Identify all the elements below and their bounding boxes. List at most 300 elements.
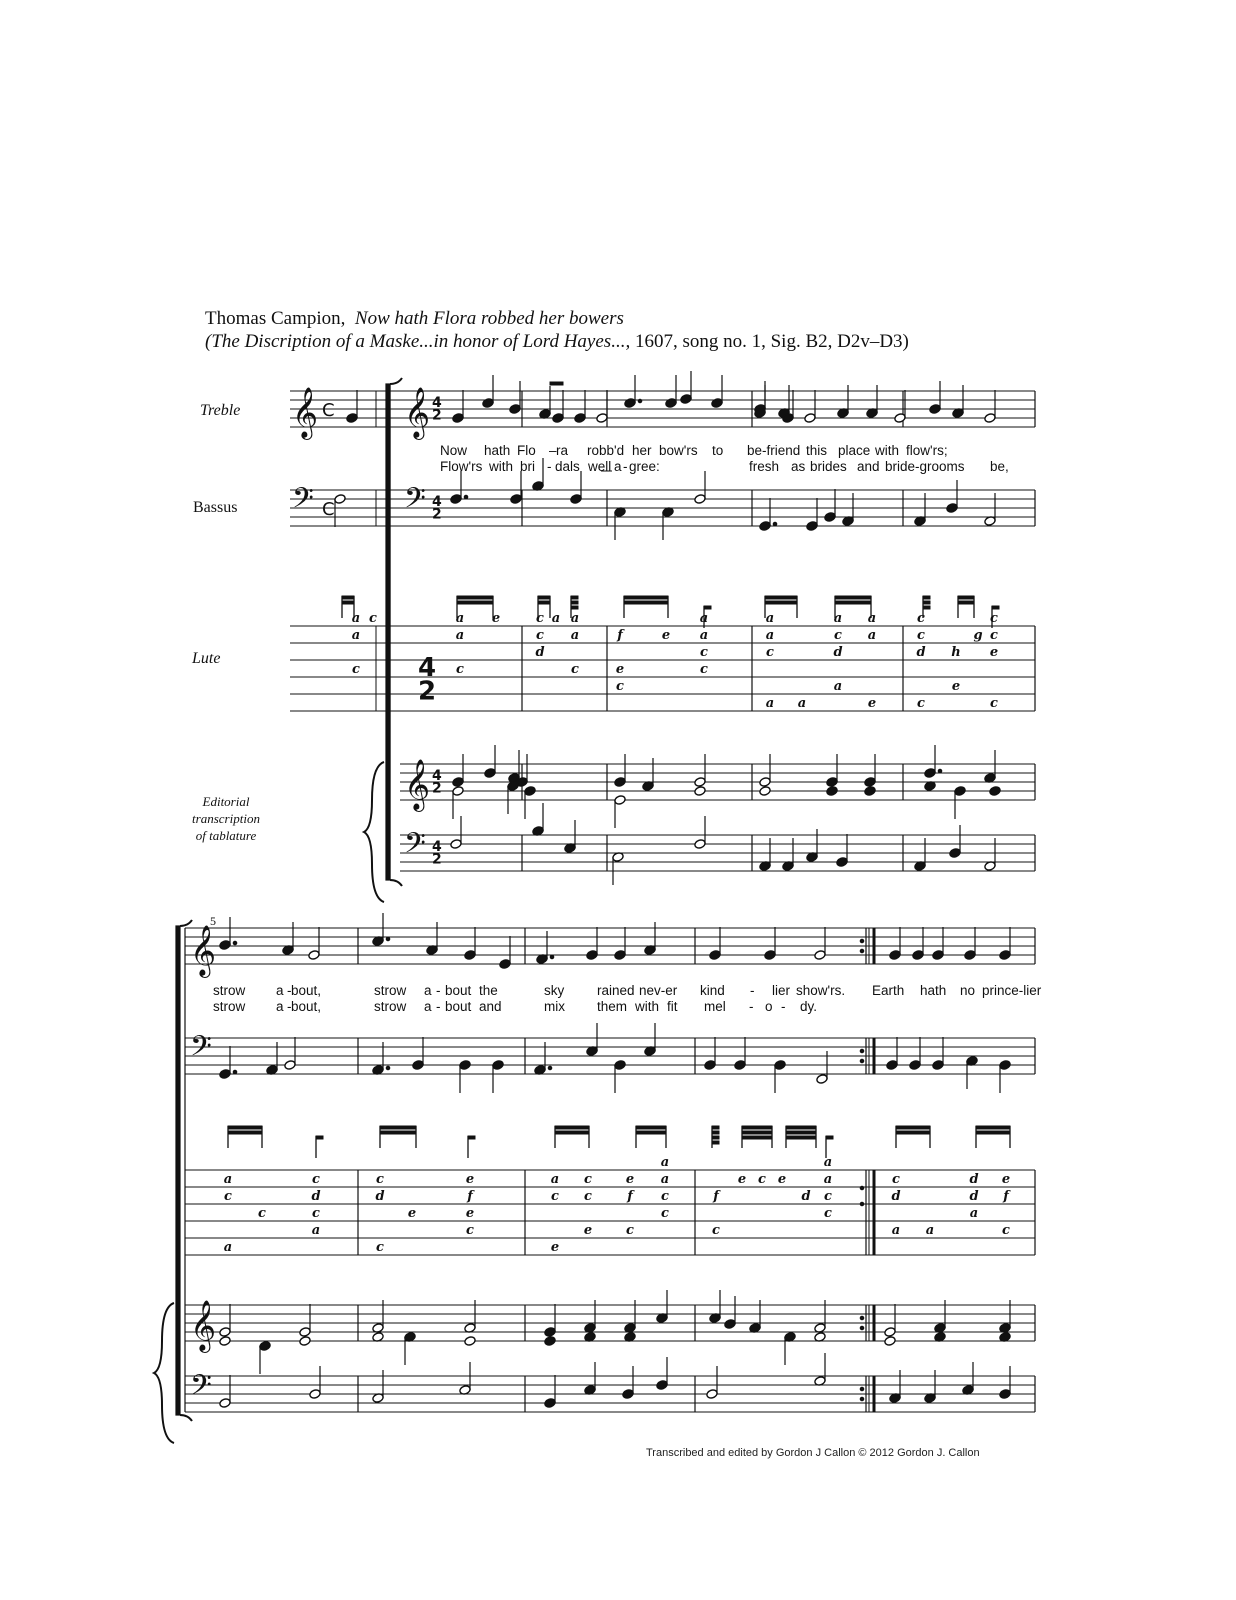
keyboard-treble-time-bottom: 2 <box>432 780 442 797</box>
bracket-hook <box>390 378 402 384</box>
common-time-icon: C <box>322 499 335 520</box>
tab-letter: a <box>797 696 807 711</box>
quarter-note <box>989 786 1001 797</box>
quarter-note <box>509 404 521 415</box>
lyric-verse2: as <box>791 459 806 474</box>
tab-letter: c <box>224 1189 232 1204</box>
bassus-time-signature-top: 4 <box>432 494 442 510</box>
lyric-verse2: bri <box>520 459 536 474</box>
tab-letter: d <box>969 1189 979 1204</box>
rhythm-beam <box>958 601 974 604</box>
rhythm-beam <box>538 601 550 604</box>
tab-letter: c <box>661 1206 669 1221</box>
rhythm-beam <box>976 1131 1010 1134</box>
lyric-verse2: well <box>588 459 612 474</box>
rhythm-beam <box>835 596 871 599</box>
keyboard-brace <box>364 762 384 902</box>
lyric-verse1: with <box>875 443 900 458</box>
quarter-note <box>656 1380 668 1391</box>
quarter-note <box>704 1060 716 1071</box>
rhythm-beam <box>923 601 930 604</box>
tab-letter: a <box>925 1223 935 1238</box>
note-dot <box>386 1066 390 1070</box>
tab-letter: c <box>536 611 544 626</box>
lyric-verse2: a <box>614 459 622 474</box>
repeat-dot <box>860 1059 864 1063</box>
quarter-note <box>999 1389 1011 1400</box>
lyric-verse2: a <box>276 999 284 1014</box>
rhythm-beam <box>457 596 493 599</box>
lyric-verse1: rained <box>597 983 635 998</box>
tab-letter: c <box>258 1206 266 1221</box>
lyric-verse2: bride-grooms <box>885 459 965 474</box>
tab-letter: c <box>466 1223 474 1238</box>
rhythm-beam <box>958 596 974 599</box>
editorial-label-line3: of tablature <box>195 828 257 843</box>
quarter-note <box>946 503 958 514</box>
rhythm-beam <box>765 601 797 604</box>
lyric-verse2: mix <box>544 999 565 1014</box>
lyric-verse2: fresh <box>749 459 780 474</box>
quarter-note <box>759 521 771 532</box>
tab-letter: a <box>833 679 843 694</box>
tab-letter: a <box>699 628 709 643</box>
lyric-verse2: and <box>857 459 880 474</box>
half-note <box>984 413 996 424</box>
half-note <box>814 950 826 961</box>
tab-letter: c <box>1002 1223 1010 1238</box>
quarter-note <box>346 413 358 424</box>
tab-letter: a <box>891 1223 901 1238</box>
tab-letter: f <box>713 1189 719 1204</box>
tab-letter: f <box>627 1189 633 1204</box>
note-dot <box>548 1066 552 1070</box>
tab-letter: e <box>777 1172 787 1187</box>
treble-label: Treble <box>200 402 241 419</box>
quarter-note <box>886 1060 898 1071</box>
quarter-note <box>614 1060 626 1071</box>
quarter-note <box>452 777 464 788</box>
rhythm-beam <box>992 606 999 609</box>
quarter-note <box>219 940 231 951</box>
rhythm-beam <box>896 1126 930 1129</box>
half-note <box>694 786 706 797</box>
lyric-verse2: - <box>436 999 441 1014</box>
half-note <box>299 1327 311 1338</box>
lyric-verse2: and <box>479 999 502 1014</box>
half-note <box>706 1389 718 1400</box>
tab-letter: d <box>916 645 926 660</box>
tab-letter: c <box>917 696 925 711</box>
lyric-verse2: dy. <box>800 999 818 1014</box>
eighth-beam <box>550 382 563 385</box>
quarter-note <box>499 959 511 970</box>
lyric-verse1: - <box>287 983 292 998</box>
lyric-verse1: show'rs. <box>796 983 846 998</box>
rhythm-beam <box>228 1131 262 1134</box>
lyric-verse2: Flow'rs <box>440 459 483 474</box>
rhythm-beam <box>342 601 354 604</box>
quarter-note <box>459 1060 471 1071</box>
half-note <box>884 1327 896 1338</box>
rhythm-beam <box>342 596 354 599</box>
lyric-verse2: - <box>547 459 552 474</box>
lyric-verse2: with <box>635 999 660 1014</box>
tab-letter: a <box>660 1155 670 1170</box>
repeat-dot <box>860 1202 864 1206</box>
half-note <box>219 1327 231 1338</box>
lyric-verse2: - <box>287 999 292 1014</box>
tab-letter: e <box>615 662 625 677</box>
bass-clef-icon: 𝄢 <box>190 1030 212 1070</box>
rhythm-beam <box>835 601 871 604</box>
lyric-verse2: o <box>765 999 773 1014</box>
tab-letter: a <box>570 628 580 643</box>
quarter-note <box>450 494 462 505</box>
quarter-note <box>806 521 818 532</box>
treble-clef-icon: 𝄞 <box>190 1300 217 1351</box>
tab-letter: a <box>969 1206 979 1221</box>
bracket-hook <box>390 880 402 886</box>
lyric-verse1: - <box>750 983 755 998</box>
lyric-verse2: brides <box>810 459 847 474</box>
half-note <box>759 786 771 797</box>
tab-letter: c <box>700 645 708 660</box>
tab-letter: a <box>550 1172 560 1187</box>
bass-clef-icon: 𝄢 <box>404 827 426 867</box>
composer-name: Thomas Campion, <box>205 308 346 329</box>
tab-letter: c <box>352 662 360 677</box>
rhythm-beam <box>228 1126 262 1129</box>
tab-letter: c <box>312 1206 320 1221</box>
quarter-note <box>492 1060 504 1071</box>
tab-letter: c <box>700 662 708 677</box>
lyric-verse1: bout <box>445 983 472 998</box>
tab-letter: e <box>951 679 961 694</box>
quarter-note <box>614 777 626 788</box>
quarter-note <box>826 777 838 788</box>
half-note <box>450 839 462 850</box>
rhythm-beam <box>786 1131 816 1134</box>
half-note <box>452 786 464 797</box>
lyric-verse2: mel <box>704 999 726 1014</box>
tab-letter: a <box>660 1172 670 1187</box>
note-dot <box>550 955 554 959</box>
rhythm-beam <box>316 1136 323 1139</box>
tab-letter: a <box>551 611 561 626</box>
lyric-verse1: place <box>838 443 871 458</box>
lyric-verse1: – <box>549 443 557 458</box>
tab-letter: a <box>765 696 775 711</box>
quarter-note <box>570 494 582 505</box>
repeat-dot <box>860 949 864 953</box>
half-note <box>816 1074 828 1085</box>
quarter-note <box>412 1060 424 1071</box>
bass-clef-icon: 𝄢 <box>190 1369 212 1409</box>
tab-letter: e <box>737 1172 747 1187</box>
quarter-note <box>864 777 876 788</box>
keyboard-brace <box>154 1303 174 1443</box>
quarter-note <box>929 404 941 415</box>
quarter-note <box>552 413 564 424</box>
tab-letter: a <box>823 1155 833 1170</box>
rhythm-beam <box>923 596 930 599</box>
tab-letter: h <box>951 645 961 660</box>
tab-letter: a <box>455 628 465 643</box>
half-note <box>284 1060 296 1071</box>
tab-letter: f <box>1003 1189 1009 1204</box>
rhythm-beam <box>826 1136 833 1139</box>
bracket-hook <box>180 1415 192 1421</box>
lyric-verse1: this <box>806 443 828 458</box>
tab-letter: c <box>536 628 544 643</box>
common-time-icon: C <box>322 400 335 421</box>
half-note <box>596 413 608 424</box>
quarter-note <box>464 950 476 961</box>
tab-letter: d <box>891 1189 901 1204</box>
treble-clef-icon: 𝄞 <box>190 925 217 976</box>
lyric-verse2: strow <box>374 999 407 1014</box>
note-dot <box>938 769 942 773</box>
tab-letter: c <box>571 662 579 677</box>
rhythm-beam <box>538 596 550 599</box>
tab-letter: c <box>551 1189 559 1204</box>
lyric-verse1: sky <box>544 983 565 998</box>
tab-letter: c <box>616 679 624 694</box>
tab-letter: c <box>824 1206 832 1221</box>
rhythm-beam <box>786 1136 816 1139</box>
quarter-note <box>614 950 626 961</box>
quarter-note <box>622 1389 634 1400</box>
source-details: 1607, song no. 1, Sig. B2, D2v–D3) <box>630 331 909 352</box>
rhythm-beam <box>742 1131 772 1134</box>
quarter-note <box>724 1319 736 1330</box>
rhythm-beam <box>976 1126 1010 1129</box>
tab-letter: a <box>351 611 361 626</box>
tab-letter: d <box>311 1189 321 1204</box>
keyboard-bass-time-top: 4 <box>432 839 442 855</box>
lyric-verse1: Earth <box>872 983 905 998</box>
rhythm-beam <box>624 596 668 599</box>
tab-letter: c <box>456 662 464 677</box>
tab-letter: a <box>570 611 580 626</box>
copyright-footer: Transcribed and edited by Gordon J Callon © 2012 Gordon J. Callon <box>646 1447 980 1459</box>
lyric-verse1: be-friend <box>747 443 801 458</box>
quarter-note <box>964 950 976 961</box>
tab-letter: a <box>765 628 775 643</box>
rhythm-beam <box>457 601 493 604</box>
half-note <box>614 795 626 806</box>
bassus-time-signature-bottom: 2 <box>432 506 442 523</box>
tab-letter: a <box>699 611 709 626</box>
quarter-note <box>924 768 936 779</box>
keyboard-treble-time-top: 4 <box>432 768 442 784</box>
tab-letter: d <box>375 1189 385 1204</box>
lyric-verse1: lier <box>772 983 791 998</box>
tab-letter: c <box>766 645 774 660</box>
tab-letter: e <box>989 645 999 660</box>
quarter-note <box>824 512 836 523</box>
lyric-verse1: strow <box>213 983 246 998</box>
quarter-note <box>586 950 598 961</box>
lyric-verse2: gree: <box>629 459 660 474</box>
lyric-verse1: nev-er <box>639 983 678 998</box>
quarter-note <box>932 950 944 961</box>
half-note <box>334 494 346 505</box>
quarter-note <box>665 398 677 409</box>
lute-label: Lute <box>192 650 221 667</box>
half-note <box>884 1336 896 1347</box>
tab-letter: e <box>465 1206 475 1221</box>
half-note <box>308 950 320 961</box>
quarter-note <box>711 398 723 409</box>
bass-clef-icon: 𝄢 <box>292 482 314 522</box>
quarter-note <box>999 1060 1011 1071</box>
lute-time-signature-top: 4 <box>418 653 437 683</box>
treble-clef-icon: 𝄞 <box>404 387 431 438</box>
rhythm-beam <box>468 1136 475 1139</box>
quarter-note <box>912 950 924 961</box>
tab-letter: e <box>1001 1172 1011 1187</box>
tab-letter: c <box>990 696 998 711</box>
lyric-verse1: bout, <box>291 983 322 998</box>
rhythm-beam <box>742 1136 772 1139</box>
tab-letter: f <box>617 628 623 643</box>
lyric-verse1: no <box>960 983 976 998</box>
quarter-note <box>909 1060 921 1071</box>
lute-time-signature-bottom: 2 <box>418 676 437 707</box>
lyric-verse2: - <box>749 999 754 1014</box>
lyric-verse1: prince-lier <box>982 983 1042 998</box>
lyric-verse1: Now <box>440 443 468 458</box>
lyric-verse1: bow'rs <box>659 443 698 458</box>
repeat-dot <box>860 1387 864 1391</box>
tab-letter: f <box>467 1189 473 1204</box>
quarter-note <box>484 768 496 779</box>
lyric-verse1: flow'rs; <box>906 443 948 458</box>
lyric-verse1: Flo <box>517 443 536 458</box>
tab-letter: e <box>867 696 877 711</box>
tab-letter: c <box>376 1172 384 1187</box>
tab-letter: g <box>973 628 983 643</box>
rhythm-beam <box>712 1136 719 1139</box>
lyric-verse2: strow <box>213 999 246 1014</box>
rhythm-beam <box>636 1131 666 1134</box>
tab-letter: e <box>583 1223 593 1238</box>
rhythm-beam <box>923 606 930 609</box>
tab-letter: c <box>990 628 998 643</box>
tab-letter: c <box>626 1223 634 1238</box>
quarter-note <box>949 848 961 859</box>
treble-time-signature-top: 4 <box>432 395 442 411</box>
rhythm-beam <box>555 1131 589 1134</box>
rhythm-beam <box>712 1141 719 1144</box>
tab-letter: a <box>311 1223 321 1238</box>
rhythm-beam <box>571 601 578 604</box>
tab-letter: c <box>834 628 842 643</box>
lyric-verse1: - <box>436 983 441 998</box>
tab-letter: e <box>491 611 501 626</box>
repeat-dot <box>860 1326 864 1330</box>
tab-letter: d <box>833 645 843 660</box>
tab-letter: c <box>312 1172 320 1187</box>
treble-time-signature-bottom: 2 <box>432 407 442 424</box>
lyric-verse1: her <box>632 443 652 458</box>
tab-letter: a <box>351 628 361 643</box>
bass-clef-icon: 𝄢 <box>404 482 426 522</box>
half-note <box>694 494 706 505</box>
quarter-note <box>709 950 721 961</box>
quarter-note <box>764 950 776 961</box>
half-note <box>219 1398 231 1409</box>
tab-letter: a <box>223 1240 233 1255</box>
note-dot <box>773 522 777 526</box>
half-note <box>464 1336 476 1347</box>
editorial-label-line1: Editorial <box>202 794 250 809</box>
lyric-verse2: bout <box>445 999 472 1014</box>
rhythm-beam <box>712 1131 719 1134</box>
repeat-dot <box>860 939 864 943</box>
quarter-note <box>864 786 876 797</box>
tab-letter: c <box>712 1223 720 1238</box>
tab-letter: e <box>550 1240 560 1255</box>
lyric-verse1: a <box>276 983 284 998</box>
rhythm-beam <box>712 1126 719 1129</box>
half-note <box>894 413 906 424</box>
note-dot <box>638 399 642 403</box>
quarter-note <box>774 1060 786 1071</box>
tab-letter: c <box>824 1189 832 1204</box>
source-open: (The Discription of a Maske...in honor of Lord Hayes..., <box>205 331 631 352</box>
half-note <box>804 413 816 424</box>
tab-letter: a <box>833 611 843 626</box>
note-dot <box>464 495 468 499</box>
lyric-verse2: - <box>781 999 786 1014</box>
lyric-verse1: ra <box>556 443 569 458</box>
lyric-verse2: with <box>489 459 514 474</box>
half-note <box>219 1336 231 1347</box>
note-dot <box>233 1070 237 1074</box>
system-bracket <box>176 926 180 1415</box>
lyric-verse1: the <box>479 983 498 998</box>
tab-letter: a <box>867 611 877 626</box>
quarter-note <box>259 1341 271 1352</box>
quarter-note <box>544 1336 556 1347</box>
lyric-verse2: be, <box>990 459 1009 474</box>
treble-clef-icon: 𝄞 <box>292 387 319 438</box>
repeat-dot <box>860 1049 864 1053</box>
quarter-note <box>482 398 494 409</box>
tab-letter: a <box>765 611 775 626</box>
quarter-note <box>889 950 901 961</box>
note-dot <box>233 941 237 945</box>
lyric-verse2: - <box>623 459 628 474</box>
quarter-note <box>734 1060 746 1071</box>
tab-letter: d <box>801 1189 811 1204</box>
tab-letter: c <box>376 1240 384 1255</box>
repeat-dot <box>860 1186 864 1190</box>
lyric-verse1: strow <box>374 983 407 998</box>
quarter-note <box>932 1060 944 1071</box>
lyric-verse1: to <box>712 443 724 458</box>
measure-number: 5 <box>210 914 216 928</box>
rhythm-beam <box>571 606 578 609</box>
tab-letter: c <box>584 1189 592 1204</box>
tab-letter: c <box>369 611 377 626</box>
lyric-verse1: hath <box>484 443 511 458</box>
piece-title: Now hath Flora robbed her bowers <box>354 308 624 329</box>
rhythm-beam <box>555 1126 589 1129</box>
